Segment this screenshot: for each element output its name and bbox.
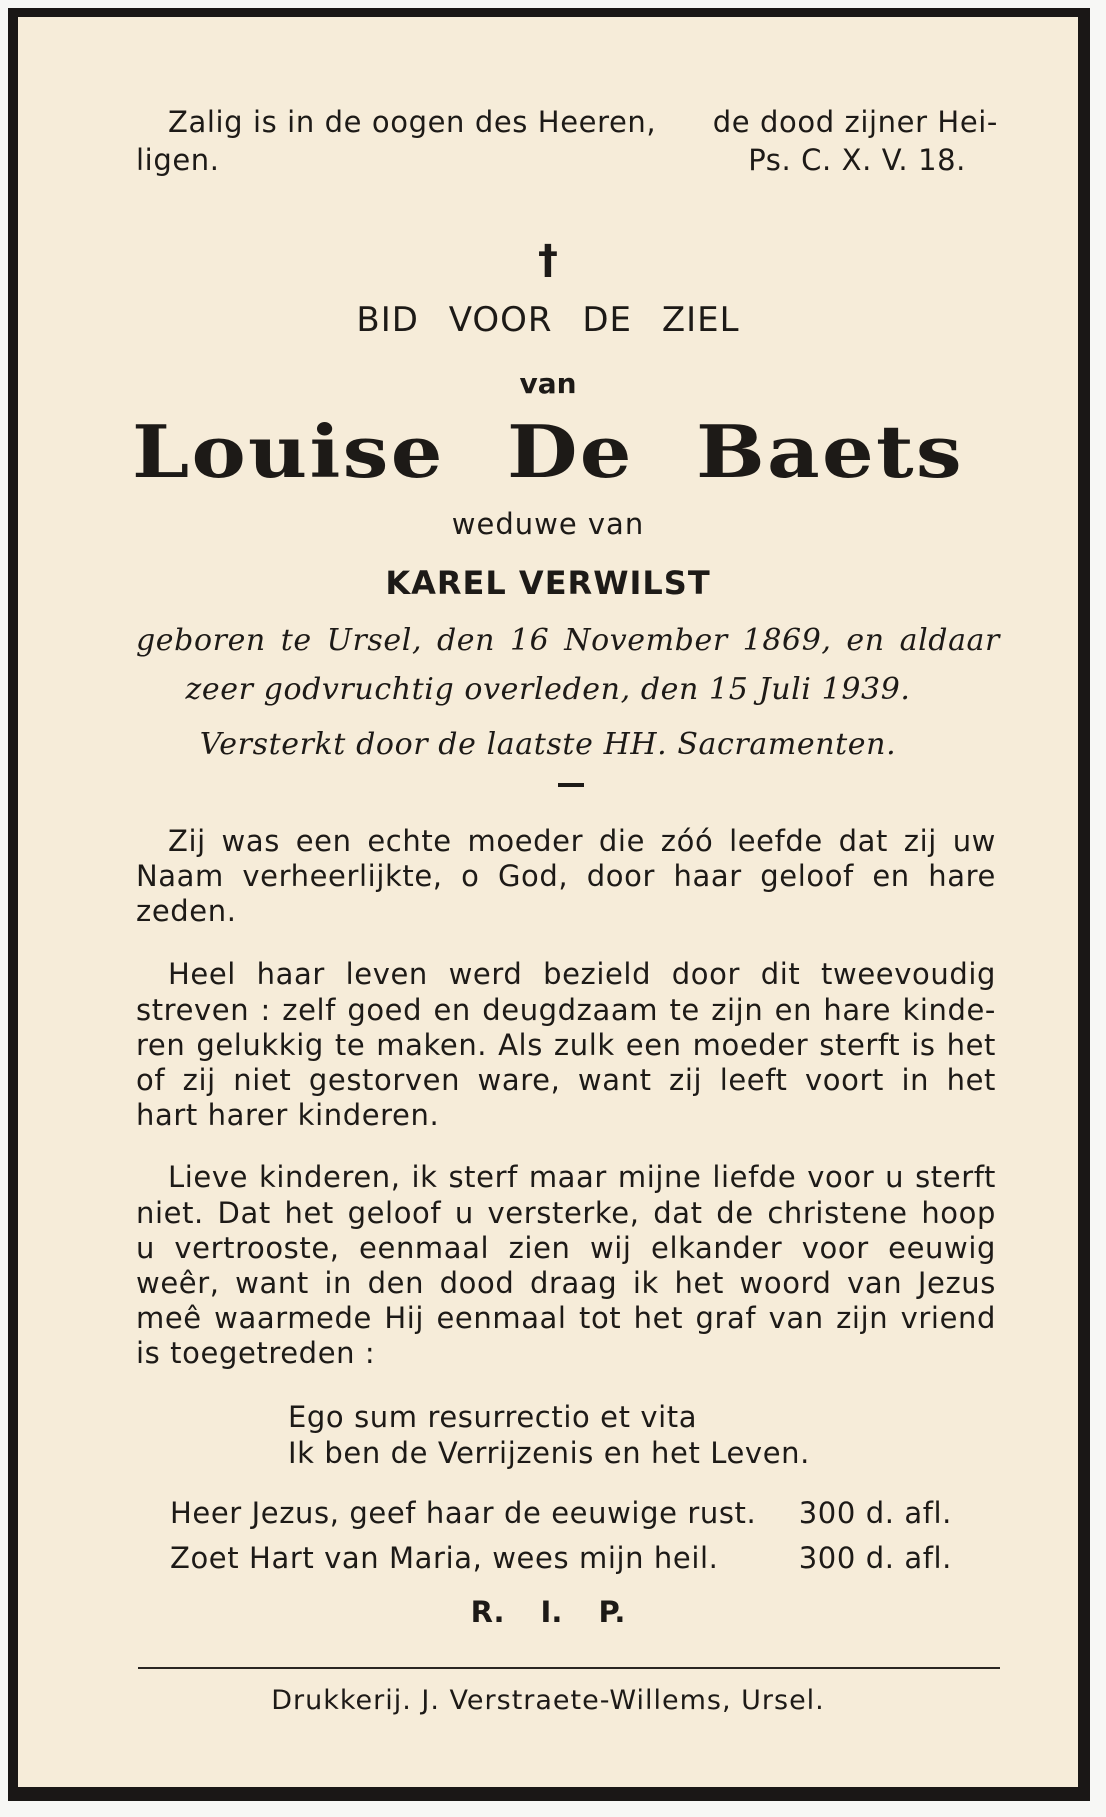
paragraph-line: niet. Dat het geloof u versterke, dat de christene hoop [136,1196,996,1230]
spouse-name: KAREL VERWILST [385,564,711,602]
paragraph-line: Lieve kinderen, ik sterf maar mijne liefde voor u sterft [168,1160,996,1194]
memorial-card [8,8,1090,1801]
indulgence: 300 d. afl. [798,1496,952,1530]
quote-dutch: Ik ben de Verrijzenis en het Leven. [288,1436,810,1470]
epigraph-line-1-left: Zalig is in de oogen des Heeren, [168,105,657,139]
birth-word: den [437,623,496,658]
paragraph-line: Zij was een echte moeder die zóó leefde dat zij uw [168,824,996,858]
quote-latin: Ego sum resurrectio et vita [288,1400,698,1434]
paragraph-line: is toegetreden : [136,1336,376,1370]
sacraments-line: Versterkt door de laatste HH. Sacramenten. [199,727,897,762]
paragraph-line: hart harer kinderen. [136,1098,440,1132]
death-line: zeer godvruchtig overleden, den 15 Juli 1939. [185,672,911,707]
birth-word: 1869, [742,623,832,658]
birth-word: Ursel, [326,623,423,658]
indulgence: 300 d. afl. [798,1541,952,1575]
birth-word: geboren [136,623,266,658]
rip-label: R. I. P. [470,1595,626,1629]
van-label: van [519,367,577,400]
paragraph-line: u vertrooste, eenmaal zien wij elkander voor eeuwig [136,1231,996,1265]
printer-credit: Drukkerij. J. Verstraete-Willems, Ursel. [271,1685,825,1716]
prayer-text: Heer Jezus, geef haar de eeuwige rust. [170,1496,757,1530]
paragraph-line: Naam verheerlijkte, o God, door haar geloof en hare [136,859,996,893]
paragraph-line: of zij niet gestorven ware, want zij leeft voort in het [136,1063,996,1097]
paragraph-line: Heel haar leven werd bezield door dit tweevoudig [168,957,996,991]
paragraph-line: ren gelukkig te maken. Als zulk een moeder sterft is het [136,1028,996,1062]
prayer-text: Zoet Hart van Maria, wees mijn heil. [170,1541,719,1575]
divider-dash [558,783,584,787]
cross-icon: † [538,237,558,283]
deceased-name: Louise De Baets [132,409,964,494]
birth-word: November [564,623,728,658]
epigraph-line-1 [168,105,998,139]
birth-word: te [280,623,312,658]
paragraph-line: streven : zelf goed en deugdzaam te zijn en hare kinde- [136,993,996,1027]
prayer-heading: BID VOOR DE ZIEL [356,300,740,340]
birth-word: en [846,623,885,658]
paragraph-line: meê waarmede Hij eenmaal tot het graf van zijn vriend [136,1301,996,1335]
birth-word: 16 [509,623,550,658]
epigraph-line-1-right: de dood zijner Hei- [712,105,998,139]
footer-rule [138,1667,1000,1669]
prayer-line [170,1496,952,1530]
widow-of-label: weduwe van [451,507,645,541]
epigraph-line-2 [136,143,966,177]
paragraph-line: zeden. [136,894,237,928]
birth-word: aldaar [899,623,1000,658]
epigraph-citation: Ps. C. X. V. 18. [748,143,966,177]
epigraph-line-2-left: ligen. [136,143,220,177]
prayer-line [170,1541,952,1575]
birth-line-1 [136,623,1000,658]
paragraph-line: weêr, want in den dood draag ik het woord van Jezus [136,1266,996,1300]
